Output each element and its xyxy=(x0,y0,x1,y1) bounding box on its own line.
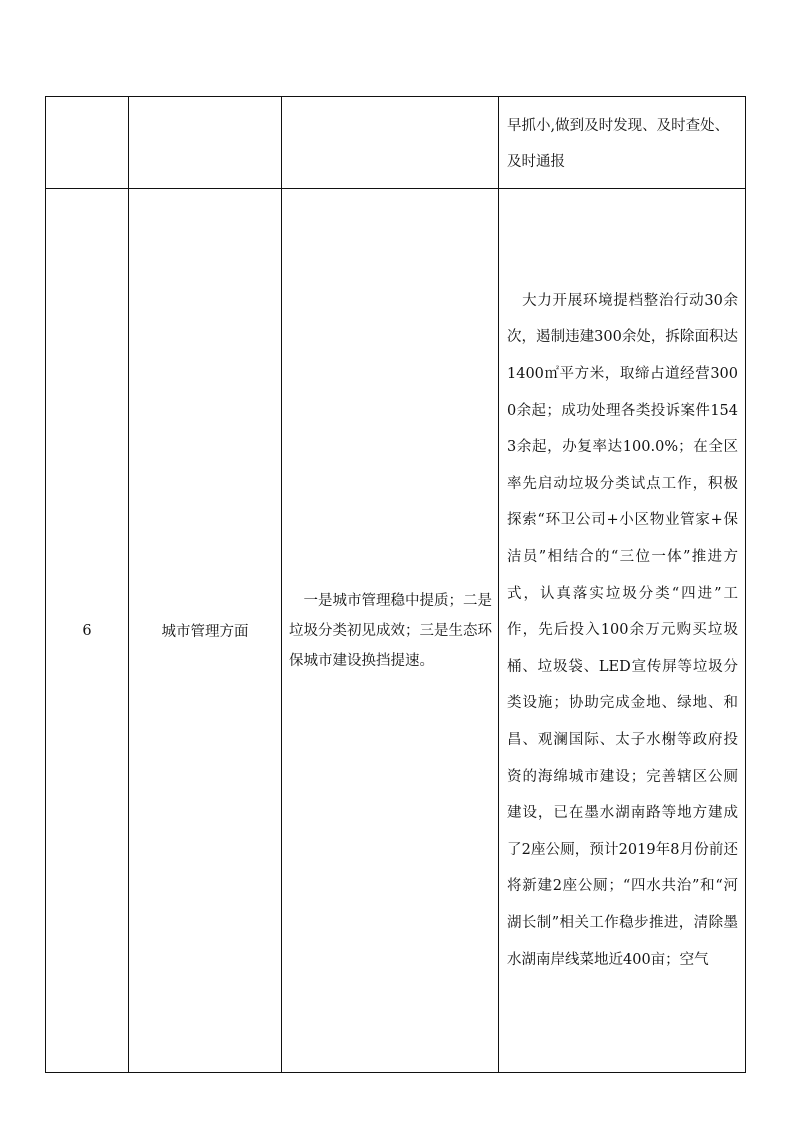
summary-cell xyxy=(282,189,499,1073)
row-category: 城市管理方面 xyxy=(129,189,282,1073)
continued-detail-text: 早抓小,做到及时发现、及时查处、及时通报 xyxy=(507,117,730,170)
table-row-6 xyxy=(46,189,746,1073)
detail-cell xyxy=(499,189,746,1073)
category-cell-empty xyxy=(129,97,282,189)
row-number: 6 xyxy=(46,189,129,1073)
table-row-continued xyxy=(46,97,746,189)
row-summary: 一是城市管理稳中提质；二是垃圾分类初见成效；三是生态环保城市建设换挡提速。 xyxy=(289,592,492,669)
number-cell-empty xyxy=(46,97,129,189)
summary-cell-empty xyxy=(282,97,499,189)
detail-cell-continued xyxy=(499,97,746,189)
work-summary-table xyxy=(45,96,746,1073)
row-detail: 大力开展环境提档整治行动30余次，遏制违建300余处，拆除面积达1400㎡平方米，取缔占道经营3000余起；成功处理各类投诉案件1543余起，办复率达100.0%；在全区率先启动垃圾分类试点工作，积极探索“环卫公司+小区物业管家+保洁员”相结合的“三位一体”推进方式，认真落实垃圾分类“四进”工作，先后投入100余万元购买垃圾桶、垃圾袋、LED宣传屏等垃圾分类设施；协助完成金地、绿地、和昌、观澜国际、太子水榭等政府投资的海绵城市建设；完善辖区公厕建设，已在墨水湖南路等地方建成了2座公厕，预计2019年8月份前还将新建2座公厕；“四水共治”和“河湖长制”相关工作稳步推进，清除墨水湖南岸线菜地近400亩；空气 xyxy=(507,292,738,968)
